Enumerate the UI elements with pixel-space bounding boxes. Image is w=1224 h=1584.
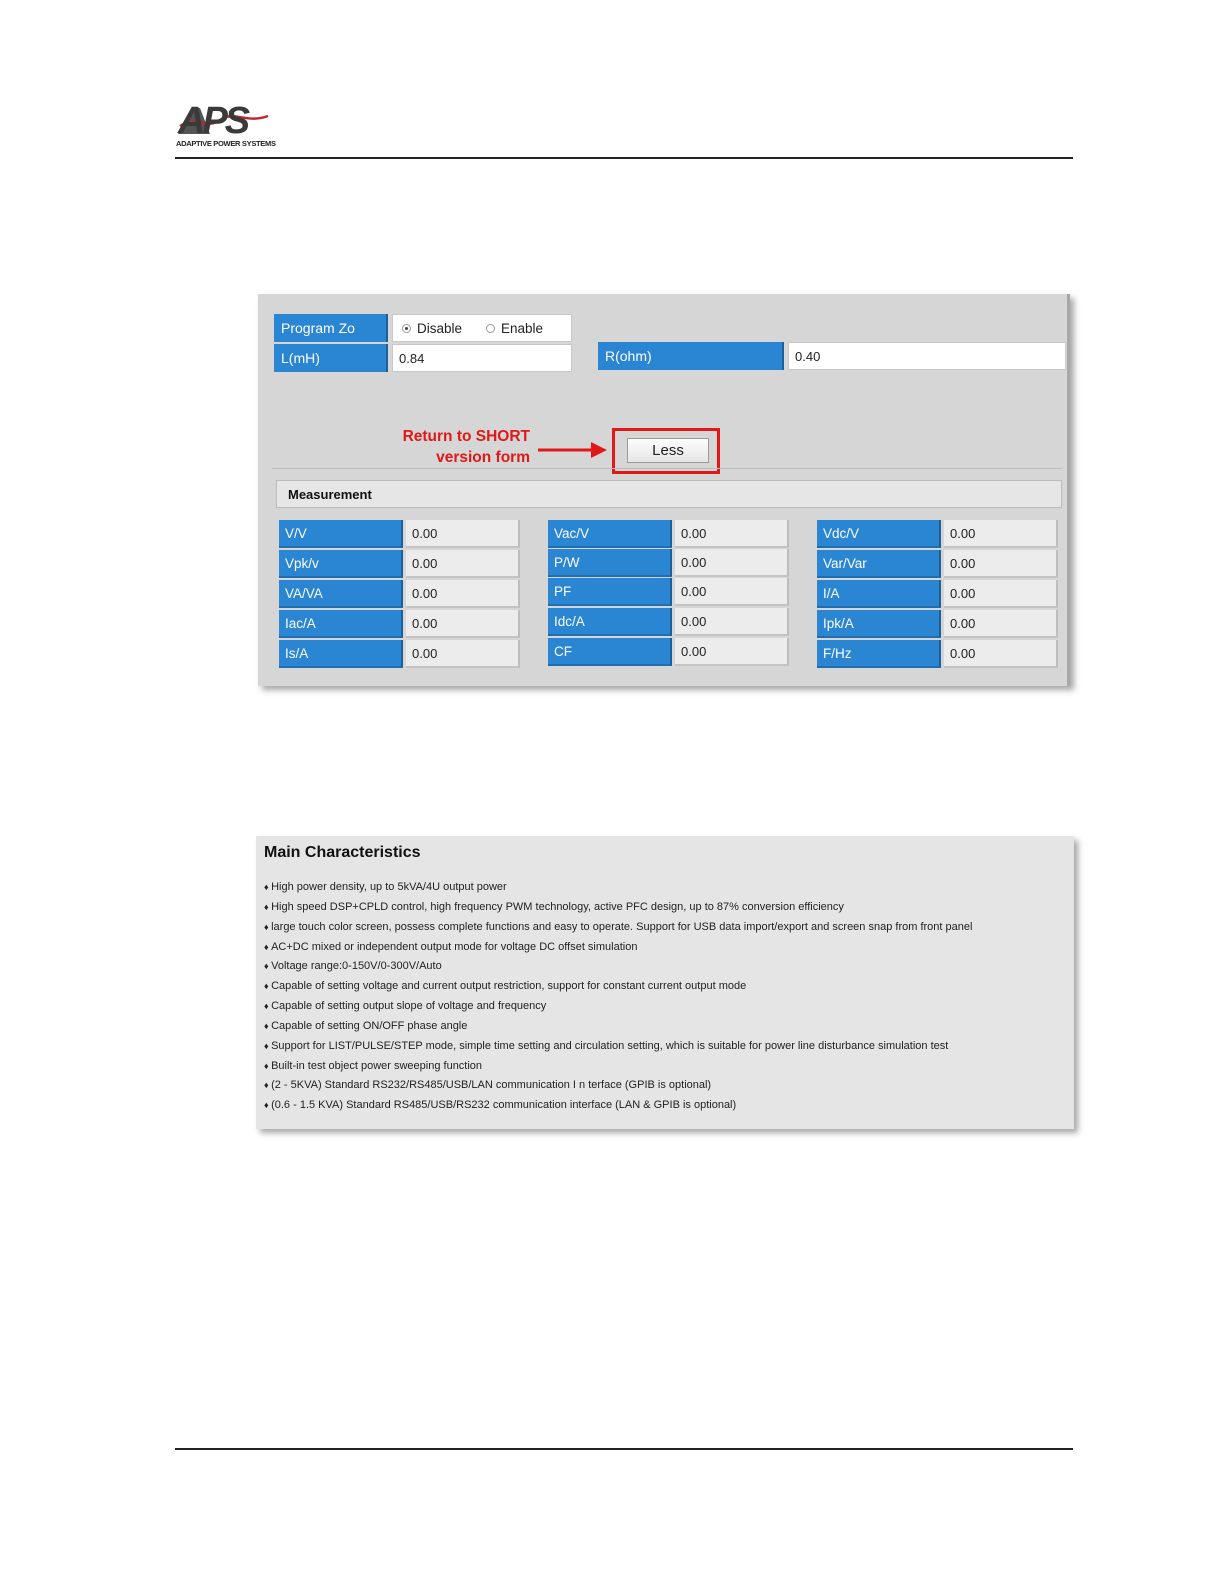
l-mh-label: L(mH)	[274, 344, 388, 372]
meas-label: F/Hz	[817, 640, 941, 668]
logo-subtext: ADAPTIVE POWER SYSTEMS	[176, 139, 276, 148]
meas-value: 0.00	[406, 520, 520, 548]
callout-line-2: version form	[436, 449, 530, 466]
characteristics-title: Main Characteristics	[264, 844, 421, 861]
scrollbar-edge	[1067, 294, 1070, 686]
list-item: ♦ Support for LIST/PULSE/STEP mode, simple time setting and circulation setting, which is suitable for power line disturbance simulation test	[264, 1037, 972, 1057]
meas-label: Vac/V	[548, 520, 672, 548]
meas-label: CF	[548, 638, 672, 666]
measurement-header: Measurement	[276, 480, 1062, 508]
meas-label: Vdc/V	[817, 520, 941, 548]
list-item: ♦ (0.6 - 1.5 KVA) Standard RS485/USB/RS232 communication interface (LAN & GPIB is optional)	[264, 1096, 972, 1116]
list-item: ♦ High power density, up to 5kVA/4U output power	[264, 878, 972, 898]
radio-enable-label[interactable]: Enable	[501, 320, 544, 336]
list-item: ♦ Built-in test object power sweeping function	[264, 1057, 972, 1077]
meas-value: 0.00	[944, 610, 1058, 638]
meas-value: 0.00	[944, 580, 1058, 608]
meas-label: Is/A	[279, 640, 403, 668]
list-item: ♦ Capable of setting voltage and current output restriction, support for constant current output mode	[264, 977, 972, 997]
list-item: ♦ large touch color screen, possess complete functions and easy to operate. Support for USB data import/export and screen snap from front panel	[264, 918, 972, 938]
meas-value: 0.00	[675, 638, 789, 666]
meas-value: 0.00	[944, 640, 1058, 668]
meas-value: 0.00	[675, 520, 789, 548]
meas-label: P/W	[548, 549, 672, 577]
meas-label: Var/Var	[817, 550, 941, 578]
meas-value: 0.00	[406, 550, 520, 578]
meas-value: 0.00	[675, 549, 789, 577]
radio-disable-icon[interactable]	[402, 324, 411, 333]
aps-logo	[176, 96, 276, 152]
meas-value: 0.00	[406, 640, 520, 668]
meas-value: 0.00	[406, 610, 520, 638]
r-ohm-label: R(ohm)	[598, 342, 784, 370]
long-form-screenshot	[258, 294, 1070, 686]
meas-label: PF	[548, 578, 672, 606]
footer-rule	[175, 1448, 1073, 1450]
meas-value: 0.00	[675, 608, 789, 636]
characteristics-list	[264, 878, 972, 1116]
l-mh-input[interactable]: 0.84	[392, 344, 572, 372]
section-divider	[272, 468, 1062, 469]
logo-word: APS	[178, 100, 248, 142]
list-item: ♦ Capable of setting ON/OFF phase angle	[264, 1017, 972, 1037]
callout-line-1: Return to SHORT	[402, 428, 530, 445]
radio-enable-icon[interactable]	[486, 324, 495, 333]
callout-text	[376, 426, 530, 468]
main-characteristics-panel	[256, 836, 1074, 1129]
meas-value: 0.00	[944, 520, 1058, 548]
meas-value: 0.00	[944, 550, 1058, 578]
list-item: ♦ AC+DC mixed or independent output mode for voltage DC offset simulation	[264, 938, 972, 958]
less-button[interactable]: Less	[627, 438, 709, 463]
meas-label: Iac/A	[279, 610, 403, 638]
header-rule	[175, 157, 1073, 159]
meas-label: VA/VA	[279, 580, 403, 608]
program-zo-label: Program Zo	[274, 314, 388, 342]
meas-label: V/V	[279, 520, 403, 548]
arrow-right-icon	[537, 440, 609, 460]
meas-value: 0.00	[675, 578, 789, 606]
r-ohm-input[interactable]: 0.40	[788, 342, 1066, 370]
list-item: ♦ Capable of setting output slope of voltage and frequency	[264, 997, 972, 1017]
list-item: ♦ (2 - 5KVA) Standard RS232/RS485/USB/LAN communication I n terface (GPIB is optional)	[264, 1076, 972, 1096]
meas-label: Vpk/v	[279, 550, 403, 578]
radio-disable-label[interactable]: Disable	[417, 320, 463, 336]
meas-value: 0.00	[406, 580, 520, 608]
meas-label: I/A	[817, 580, 941, 608]
list-item: ♦ High speed DSP+CPLD control, high frequency PWM technology, active PFC design, up to 87% conversion efficiency	[264, 898, 972, 918]
program-zo-radio-group	[392, 314, 572, 342]
list-item: ♦ Voltage range:0-150V/0-300V/Auto	[264, 957, 972, 977]
meas-label: Ipk/A	[817, 610, 941, 638]
meas-label: Idc/A	[548, 608, 672, 636]
